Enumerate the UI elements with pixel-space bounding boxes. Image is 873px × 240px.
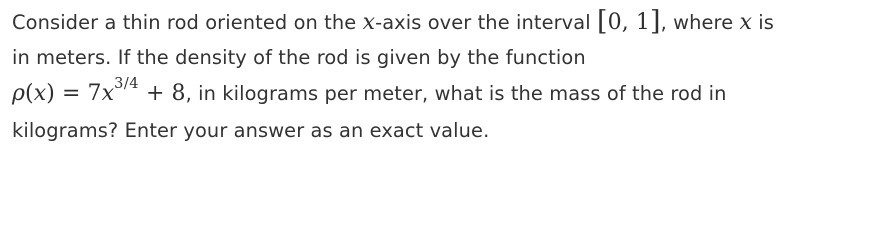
math-coefficient: 7 <box>87 81 102 106</box>
math-paren-close: ) <box>46 81 55 106</box>
interval-expression <box>596 6 661 37</box>
interval-bounds: 0, 1 <box>607 10 651 35</box>
problem-line-3 <box>12 76 861 113</box>
math-paren-open: ( <box>25 81 34 106</box>
math-exponent: 3/4 <box>114 75 139 92</box>
math-variable-x: x <box>362 10 376 35</box>
interval-close-bracket: ] <box>650 6 661 37</box>
problem-text: -axis over the interval <box>375 11 597 34</box>
problem-text: , where <box>660 11 740 34</box>
problem-line-2 <box>12 40 861 77</box>
math-variable-x: x <box>33 81 47 106</box>
problem-text: Consider a thin rod oriented on the <box>12 11 363 34</box>
problem-line-4 <box>12 113 861 150</box>
problem-text: in meters. If the density of the rod is given by the function <box>12 45 586 69</box>
math-symbol-rho: ρ <box>12 81 26 106</box>
math-variable-x: x <box>101 81 115 106</box>
problem-text: is <box>752 11 774 34</box>
density-function-expression <box>12 75 186 106</box>
math-variable-x: x <box>739 10 753 35</box>
problem-line-1 <box>12 3 861 40</box>
math-constant: 8 <box>171 81 186 106</box>
interval-open-bracket: [ <box>596 6 608 37</box>
math-plus: + <box>145 81 165 106</box>
math-equals: = <box>61 81 81 106</box>
problem-text: kilograms? Enter your answer as an exact value. <box>12 118 490 142</box>
problem-text: , in kilograms per meter, what is the mass of the rod in <box>185 82 727 105</box>
